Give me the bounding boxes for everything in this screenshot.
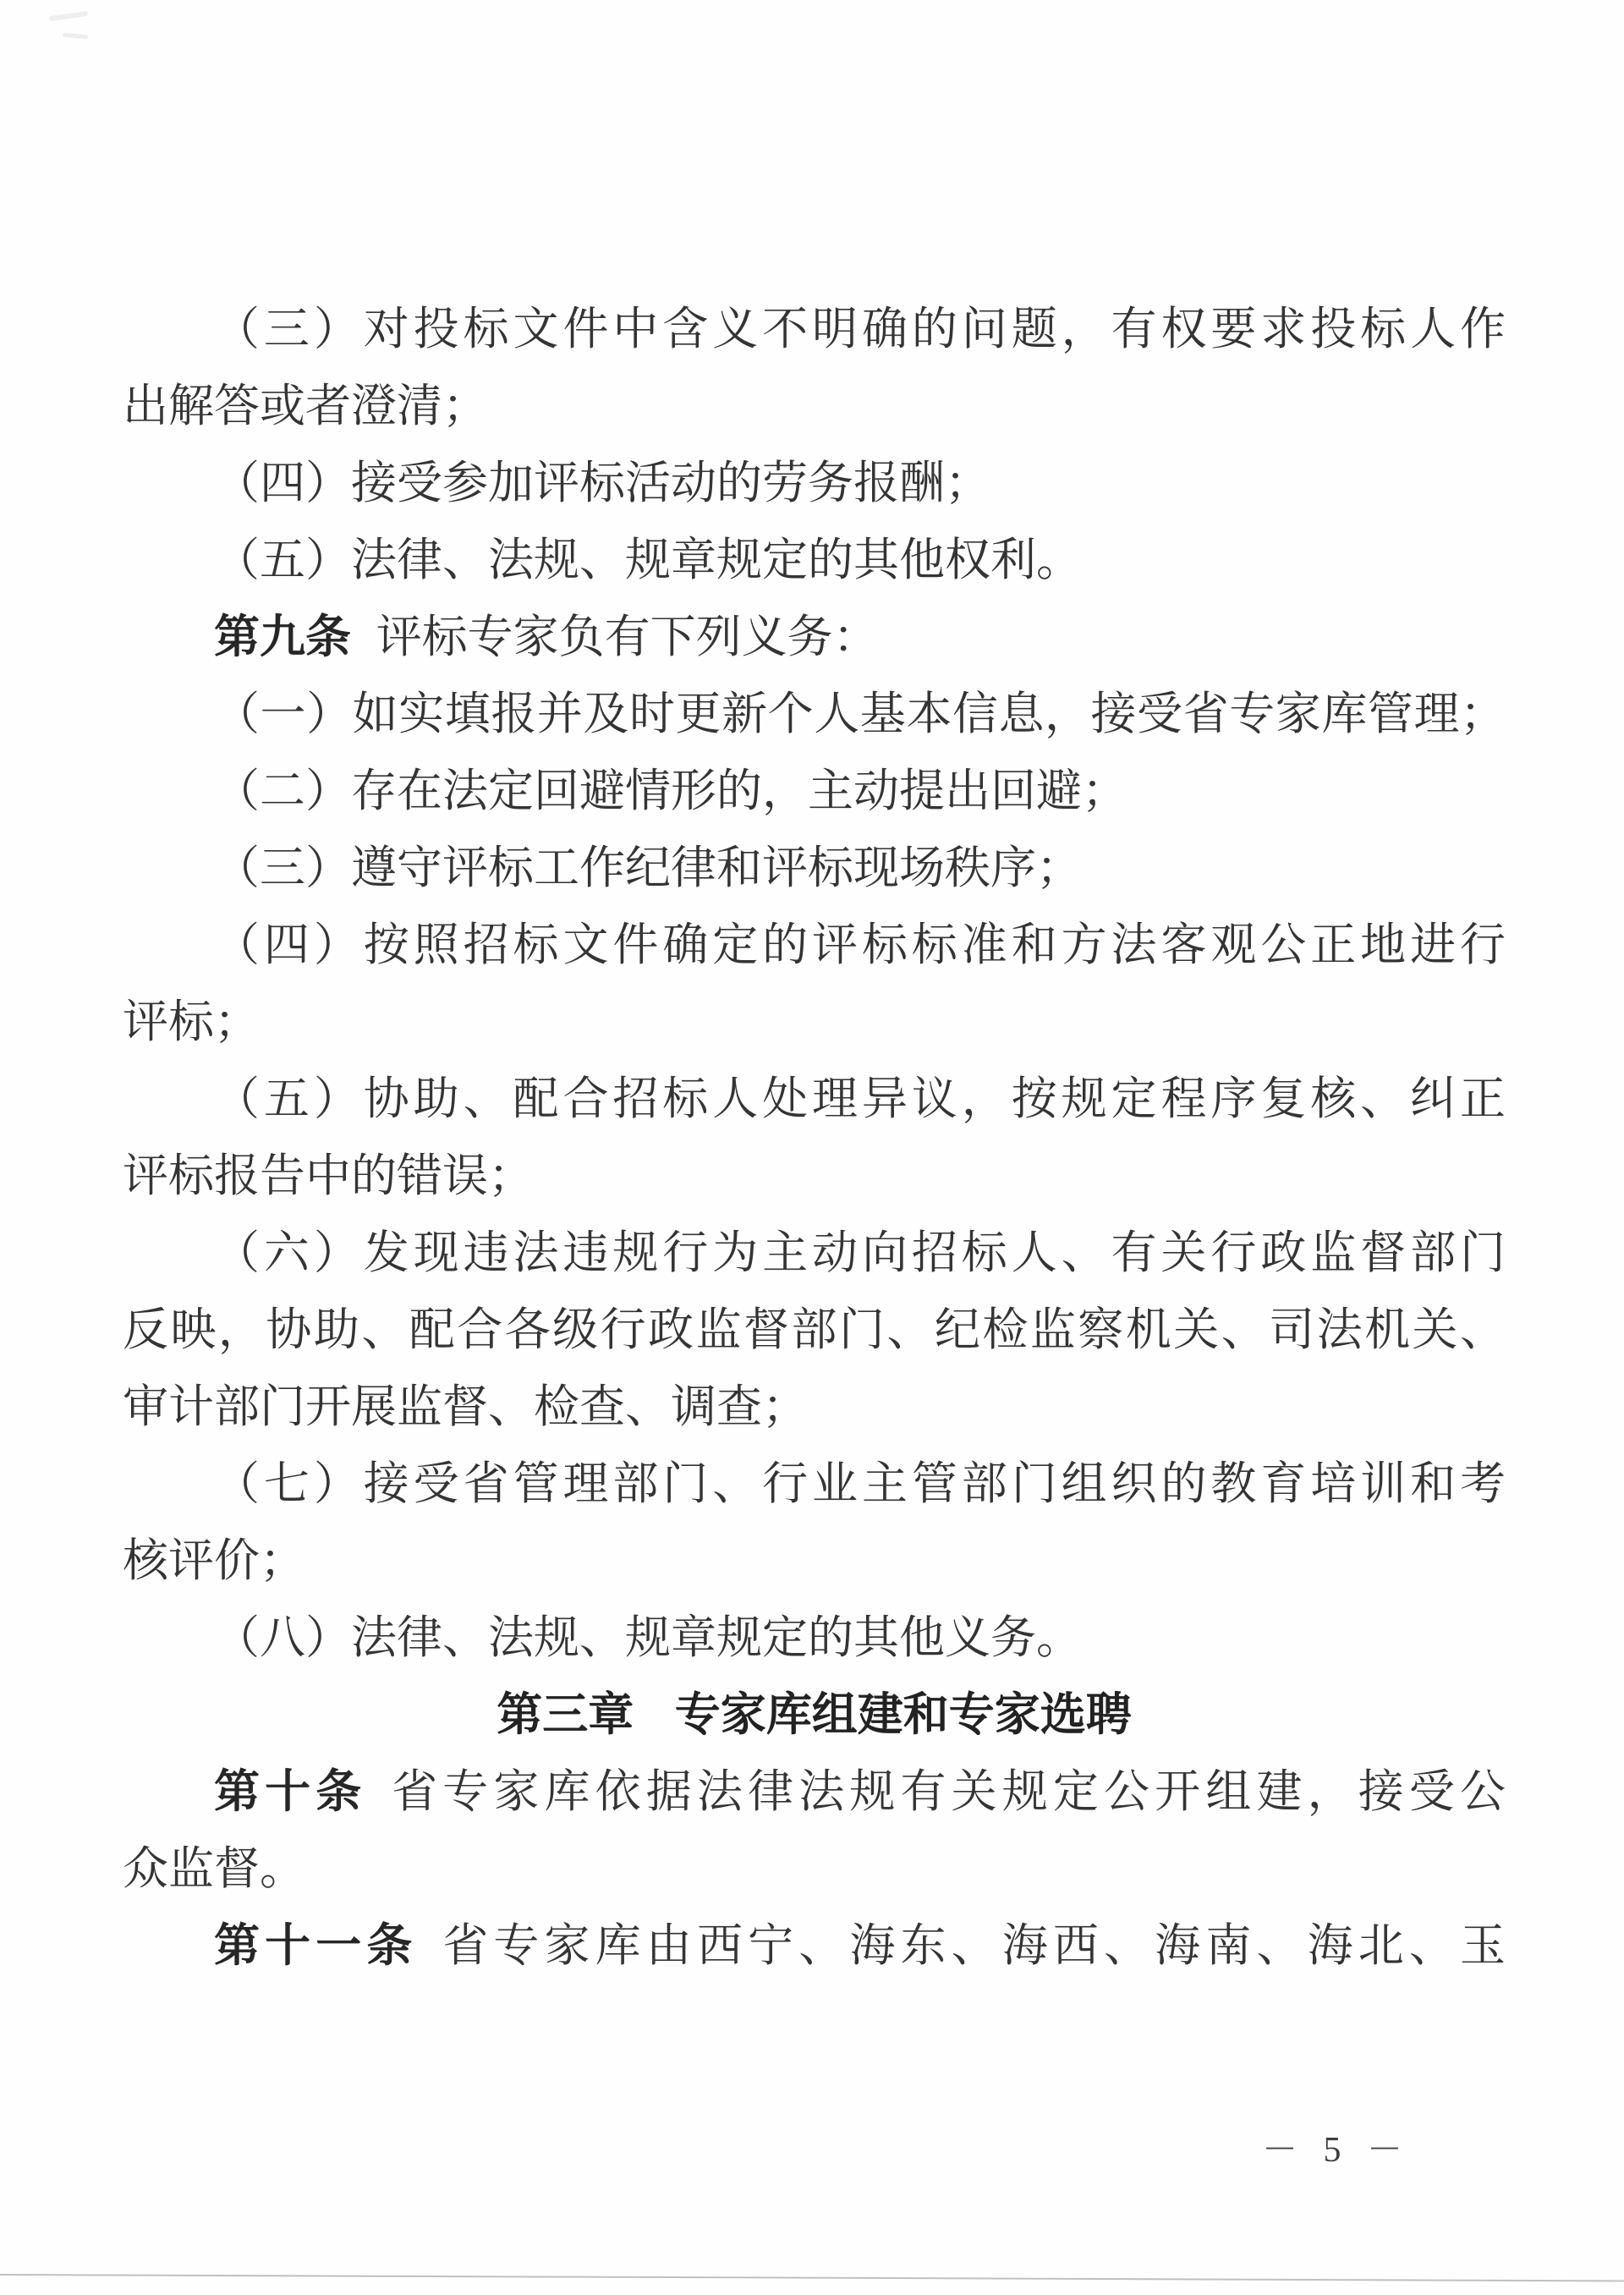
- article-number-label: 第十条: [214, 1766, 367, 1817]
- article-text: 省专家库由西宁、海东、海西、海南、海北、玉: [442, 1920, 1506, 1971]
- page-number: － 5 －: [1261, 2131, 1411, 2170]
- text-line: （七）接受省管理部门、行业主管部门组织的教育培训和考: [214, 1458, 1506, 1509]
- text-line: （四）按照招标文件确定的评标标准和方法客观公正地进行: [214, 920, 1506, 970]
- text-line: （五）协助、配合招标人处理异议，按规定程序复核、纠正: [214, 1073, 1506, 1124]
- text-line: 评标；: [123, 997, 260, 1047]
- article-number-label: 第九条: [214, 612, 351, 662]
- text-line: 众监督。: [123, 1843, 305, 1894]
- text-line: 审计部门开展监督、检查、调查；: [123, 1381, 808, 1432]
- text-line-article-10: [123, 1754, 1506, 1831]
- text-line: 出解答或者澄清；: [123, 381, 488, 431]
- text-line: （五）法律、法规、规章规定的其他权利。: [214, 535, 1082, 585]
- text-line: 核评价；: [123, 1535, 305, 1586]
- text-line: （三）遵守评标工作纪律和评标现场秩序；: [214, 843, 1082, 893]
- chapter-heading: [123, 1677, 1506, 1754]
- text-line: （三）对投标文件中含义不明确的问题，有权要求投标人作: [214, 304, 1506, 354]
- text-line: （二）存在法定回避情形的，主动提出回避；: [214, 766, 1127, 816]
- scan-artifact: [63, 33, 88, 40]
- chapter-number: 第三章: [497, 1689, 634, 1740]
- text-line: （八）法律、法规、规章规定的其他义务。: [214, 1612, 1082, 1663]
- article-text: 评标专家负有下列义务：: [376, 612, 879, 662]
- text-line: 评标报告中的错误；: [123, 1150, 534, 1201]
- text-line-article-11: [123, 1908, 1506, 1985]
- document-body: [123, 291, 1506, 1985]
- text-line: （一）如实填报并及时更新个人基本信息，接受省专家库管理；: [214, 689, 1506, 739]
- text-line: （六）发现违法违规行为主动向招标人、有关行政监督部门: [214, 1227, 1506, 1278]
- article-number-label: 第十一条: [214, 1920, 418, 1971]
- text-line-article-9: [123, 599, 1506, 676]
- chapter-title: 专家库组建和专家选聘: [674, 1689, 1132, 1740]
- text-line: 反映，协助、配合各级行政监督部门、纪检监察机关、司法机关、: [123, 1304, 1506, 1355]
- article-text: 省专家库依据法律法规有关规定公开组建，接受公: [392, 1766, 1506, 1817]
- scan-edge-line: [0, 2274, 1624, 2281]
- text-line: （四）接受参加评标活动的劳务报酬；: [214, 458, 990, 508]
- scan-artifact: [49, 11, 88, 21]
